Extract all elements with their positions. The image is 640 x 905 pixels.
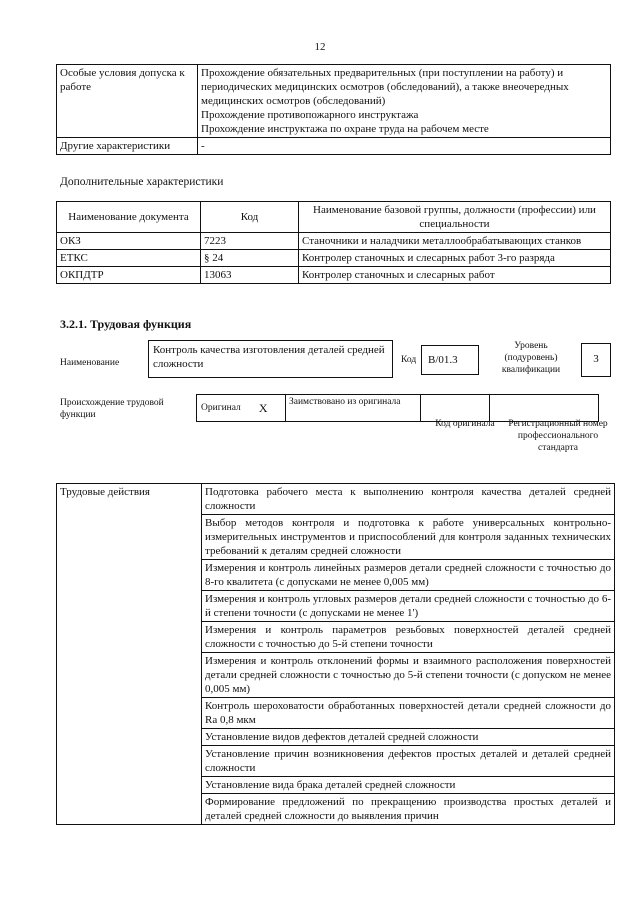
action-item: Установление вида брака деталей средней сложности	[202, 777, 615, 794]
table-row	[57, 138, 611, 155]
additional-table	[56, 201, 611, 284]
table-row	[57, 267, 611, 284]
doc-cell: ОКПДТР	[57, 267, 201, 284]
action-item: Установление видов дефектов деталей средней сложности	[202, 729, 615, 746]
level-box: 3	[581, 343, 611, 377]
labor-function-title: 3.2.1. Трудовая функция	[60, 317, 192, 331]
code-cell: 13063	[201, 267, 299, 284]
original-cell	[196, 394, 286, 422]
doc-cell: ЕТКС	[57, 250, 201, 267]
code-label: Код	[401, 355, 417, 365]
level-label: Уровень (подуровень) квалификации	[501, 341, 561, 375]
conditions-table	[56, 64, 611, 155]
function-name-box: Контроль качества изготовления деталей средней сложности	[148, 340, 393, 378]
column-header: Код	[201, 202, 299, 233]
function-code-box: B/01.3	[421, 345, 479, 375]
column-header: Наименование документа	[57, 202, 201, 233]
page-number: 12	[314, 41, 326, 53]
name-label: Наименование	[60, 358, 120, 368]
actions-label: Трудовые действия	[57, 484, 202, 825]
code-cell: § 24	[201, 250, 299, 267]
table-row	[57, 65, 611, 138]
conditions-value	[198, 65, 611, 138]
condition-line: Прохождение противопожарного инструктажа	[201, 109, 419, 121]
origin-label: Происхождение трудовой функции	[60, 398, 164, 420]
column-header: Наименование базовой группы, должности (профессии) или специальности	[299, 202, 611, 233]
conditions-label: Особые условия допуска к работе	[57, 65, 198, 138]
borrowed-cell: Заимствовано из оригинала	[285, 394, 421, 422]
other-label: Другие характеристики	[57, 138, 198, 155]
reg-number-label: Регистрационный номер профессионального стандарта	[508, 419, 608, 453]
table-row	[57, 484, 615, 515]
other-value: -	[198, 138, 611, 155]
original-mark: X	[258, 401, 268, 415]
action-item: Измерения и контроль параметров резьбовых поверхностей деталей средней сложности с точностью до 5-й степени точности	[202, 622, 615, 653]
condition-line: Прохождение инструктажа по охране труда на рабочем месте	[201, 123, 489, 135]
table-row	[57, 250, 611, 267]
section-title: Дополнительные характеристики	[60, 176, 224, 188]
action-item: Выбор методов контроля и подготовка к работе универсальных контрольно-измерительных инструментов и приспособлений для контроля заданных технических требований к деталям средней сложности	[202, 515, 615, 560]
action-item: Установление причин возникновения дефектов простых деталей и деталей средней сложности	[202, 746, 615, 777]
code-original-label: Код оригинала	[435, 419, 495, 429]
table-row	[57, 233, 611, 250]
action-item: Измерения и контроль отклонений формы и взаимного расположения поверхностей детали средней сложности с точностью до 5-й степени точности (с допуском не менее 0,005 мм)	[202, 653, 615, 698]
table-header-row	[57, 202, 611, 233]
action-item: Подготовка рабочего места к выполнению контроля качества деталей средней сложности	[202, 484, 615, 515]
original-label: Оригинал	[201, 403, 241, 413]
labor-actions-table	[56, 483, 615, 825]
name-cell: Контролер станочных и слесарных работ	[299, 267, 611, 284]
action-item: Измерения и контроль угловых размеров детали средней сложности с точностью до 6-й степени точности (с допусками не менее 1')	[202, 591, 615, 622]
code-cell: 7223	[201, 233, 299, 250]
action-item: Контроль шероховатости обработанных поверхностей детали средней сложности до Ra 0,8 мкм	[202, 698, 615, 729]
action-item: Измерения и контроль линейных размеров детали средней сложности с точностью до 8-го квалитета (с допусками не менее 0,005 мм)	[202, 560, 615, 591]
action-item: Формирование предложений по прекращению производства простых деталей и деталей средней сложности до выявления причин	[202, 794, 615, 825]
doc-cell: ОКЗ	[57, 233, 201, 250]
name-cell: Станочники и наладчики металлообрабатывающих станков	[299, 233, 611, 250]
name-cell: Контролер станочных и слесарных работ 3-го разряда	[299, 250, 611, 267]
condition-line: Прохождение обязательных предварительных (при поступлении на работу) и периодических медицинских осмотров (обследований), а также внеочередных медицинских осмотров (обследований)	[201, 67, 569, 107]
